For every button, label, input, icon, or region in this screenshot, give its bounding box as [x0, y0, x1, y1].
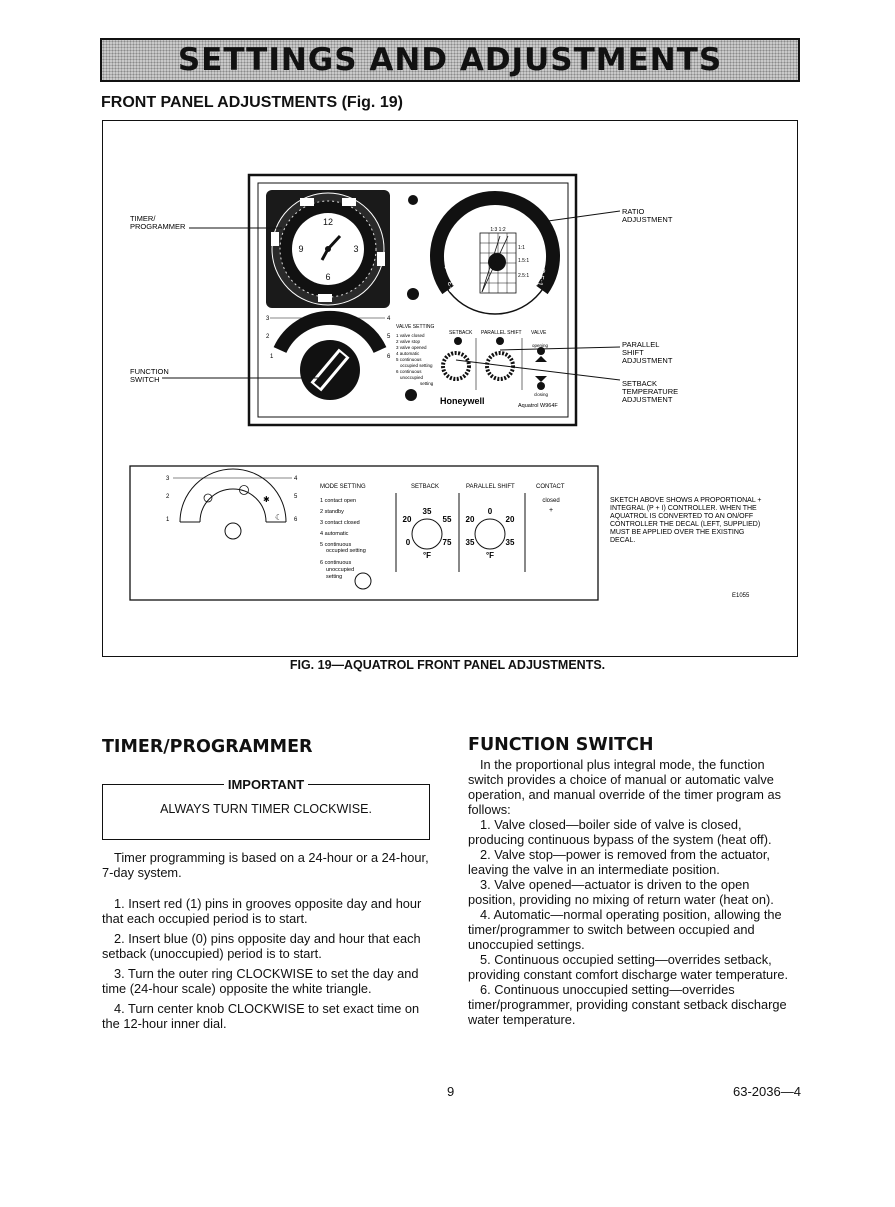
valve-setting-5b: occupied setting — [400, 363, 433, 368]
fs-pos-6: 6 — [387, 354, 391, 360]
function-item-6: 6. Continuous unoccupied setting—overrides timer/programmer, providing constant setback discharge water temperature. — [468, 982, 787, 1027]
decal-mode-6c: setting — [326, 574, 343, 580]
note-line-4: CONTROLLER THE DECAL (LEFT, SUPPLIED) — [610, 521, 761, 528]
decal-ps-20a: 20 — [465, 515, 475, 524]
decal-mode-5b: occupied setting — [326, 548, 366, 554]
valve-setting-6: 6 continuous — [396, 369, 422, 374]
figure-caption: FIG. 19—AQUATROL FRONT PANEL ADJUSTMENTS. — [289, 658, 606, 672]
decal-setback-title: SETBACK — [411, 484, 440, 490]
function-item-4: 4. Automatic—normal operating position, allowing the timer/programmer to switch between occupied and unoccupied settings. — [468, 907, 782, 952]
valve-setting-6c: setting — [420, 381, 434, 386]
decal-mode-6: 6 continuous — [320, 560, 352, 566]
note-line-5: MUST BE APPLIED OVER THE EXISTING — [610, 529, 745, 536]
decal-pos-6: 6 — [294, 517, 298, 523]
decal-pos-2: 2 — [166, 494, 170, 500]
timer-step-2: 2. Insert blue (0) pins opposite day and hour that each setback (unoccupied) period is to start. — [102, 931, 421, 961]
valve-setting-3: 3 valve opened — [396, 345, 427, 350]
decal-contact-closed: closed — [542, 498, 560, 504]
callout-ratio-2: ADJUSTMENT — [622, 215, 673, 224]
ratio-grid-4: 2.5:1 — [518, 273, 530, 279]
decal-ps-35a: 35 — [465, 538, 475, 547]
page-number: 9 — [447, 1084, 455, 1099]
important-text: ALWAYS TURN TIMER CLOCKWISE. — [160, 802, 372, 816]
callout-function-1: FUNCTION — [130, 367, 169, 376]
svg-text:✱: ✱ — [263, 495, 270, 504]
valve-setting-4: 4 automatic — [396, 351, 420, 356]
ratio-label-2: 1:2 — [443, 258, 453, 271]
decal-mode-title: MODE SETTING — [320, 484, 366, 490]
clock-12: 12 — [322, 217, 334, 227]
decal-pos-3: 3 — [166, 476, 170, 482]
svg-text:☾: ☾ — [275, 513, 283, 522]
note-line-1: SKETCH ABOVE SHOWS A PROPORTIONAL + — [610, 497, 762, 504]
ratio-label-top: 1.5:1 — [485, 210, 507, 220]
decal-ps-unit: °F — [485, 551, 495, 560]
valve-setting-1: 1 valve closed — [396, 333, 425, 338]
callout-setback-2: TEMPERATURE — [622, 387, 679, 396]
setback-dial — [443, 353, 469, 379]
callout-timer-1: TIMER/ — [130, 214, 156, 223]
note-line-3: AQUATROL IS CONVERTED TO AN ON/OFF — [610, 513, 754, 520]
timer-step-4: 4. Turn center knob CLOCKWISE to set exact time on the 12-hour inner dial. — [102, 1001, 420, 1031]
panel-col-shift: PARALLEL SHIFT — [481, 330, 522, 336]
document-number: 63-2036—4 — [733, 1084, 801, 1099]
callout-setback-1: SETBACK — [622, 379, 658, 388]
timer-step-1: 1. Insert red (1) pins in grooves opposite day and hour that each occupied period is to start. — [102, 896, 422, 926]
decal-sb-unit: °F — [422, 551, 432, 560]
function-item-5: 5. Continuous occupied setting—overrides setback, providing constant comfort discharge water temperature. — [468, 952, 789, 982]
valve-setting-title: VALVE SETTING — [396, 324, 435, 330]
decal-sb-0: 0 — [405, 538, 411, 547]
callout-timer-2: PROGRAMMER — [130, 222, 186, 231]
ratio-grid-1: 1:3 1:2 — [490, 227, 506, 233]
valve-setting-2: 2 valve stop — [396, 339, 421, 344]
panel-col-valve: VALVE — [531, 330, 547, 336]
timer-body — [102, 850, 432, 1031]
ratio-label-1: 1:1 — [450, 231, 463, 245]
panel-brand: Honeywell — [440, 396, 485, 406]
valve-setting-6b: unoccupied — [400, 375, 424, 380]
note-line-6: DECAL. — [610, 537, 636, 544]
decal-mode-1: 1 contact open — [320, 498, 357, 504]
decal-contact-plus: + — [548, 507, 554, 514]
panel-col-setback: SETBACK — [449, 330, 473, 336]
fs-pos-1: 1 — [270, 354, 274, 360]
decal-pos-5: 5 — [294, 494, 298, 500]
function-switch-body — [468, 757, 798, 1027]
valve-closing: closing — [534, 392, 549, 397]
callout-parallel-2: SHIFT — [622, 348, 644, 357]
decal-sb-35: 35 — [422, 507, 432, 516]
fs-pos-4: 4 — [387, 316, 391, 322]
decal-pos-1: 1 — [166, 517, 170, 523]
decal-shift-title: PARALLEL SHIFT — [466, 484, 515, 490]
clock-6: 6 — [325, 272, 331, 282]
decal-contact-title: CONTACT — [536, 484, 565, 490]
decal-mode-2: 2 standby — [320, 509, 344, 515]
decal-sb-75: 75 — [442, 538, 452, 547]
fs-pos-3: 3 — [266, 316, 270, 322]
clock-9: 9 — [298, 244, 304, 254]
banner-title: SETTINGS AND ADJUSTMENTS — [177, 42, 723, 78]
fs-pos-2: 2 — [266, 334, 270, 340]
callout-parallel-3: ADJUSTMENT — [622, 356, 673, 365]
callout-function-2: SWITCH — [130, 375, 160, 384]
decal-mode-6b: unoccupied — [326, 567, 355, 573]
decal-pos-4: 4 — [294, 476, 298, 482]
function-item-3: 3. Valve opened—actuator is driven to the open position, providing no mixing of return water (heat on). — [468, 877, 774, 907]
ratio-label-4: 2.5:1 — [534, 267, 547, 287]
decal-ps-20b: 20 — [505, 515, 515, 524]
note-line-2: INTEGRAL (P + I) CONTROLLER. WHEN THE — [610, 505, 757, 512]
important-title-wrap — [102, 776, 430, 794]
decal-mode-5: 5 continuous — [320, 542, 352, 548]
decal-ps-0: 0 — [487, 507, 493, 516]
figure-code: E1055 — [732, 593, 750, 599]
timer-heading: TIMER/PROGRAMMER — [102, 737, 313, 757]
decal-sb-55: 55 — [442, 515, 452, 524]
ratio-label-3: 1:3 — [446, 280, 457, 294]
callout-setback-3: ADJUSTMENT — [622, 395, 673, 404]
clock-3: 3 — [353, 244, 359, 254]
ratio-grid-2: 1:1 — [518, 245, 525, 251]
decal-ps-35b: 35 — [505, 538, 515, 547]
callout-parallel-1: PARALLEL — [622, 340, 660, 349]
important-title: IMPORTANT — [224, 777, 308, 792]
fs-pos-5: 5 — [387, 334, 391, 340]
function-item-1: 1. Valve closed—boiler side of valve is closed, producing continuous bypass of the system (heat off). — [468, 817, 772, 847]
timer-step-3: 3. Turn the outer ring CLOCKWISE to set the day and time (24-hour scale) opposite the white triangle. — [102, 966, 419, 996]
ratio-grid-3: 1.5:1 — [518, 258, 530, 264]
decal-mode-4: 4 automatic — [320, 531, 349, 537]
valve-opening: opening — [532, 343, 549, 348]
section-heading: FRONT PANEL ADJUSTMENTS (Fig. 19) — [101, 94, 403, 111]
decal-mode-3: 3 contact closed — [320, 520, 360, 526]
valve-setting-5: 5 continuous — [396, 357, 422, 362]
function-item-2: 2. Valve stop—power is removed from the actuator, leaving the valve in an intermediate position. — [468, 847, 770, 877]
callout-ratio-1: RATIO — [622, 207, 645, 216]
decal-sb-20: 20 — [402, 515, 412, 524]
function-switch-intro: In the proportional plus integral mode, the function switch provides a choice of manual or automatic valve operation, and manual override of the timer program as follows: — [468, 757, 781, 817]
function-switch-heading: FUNCTION SWITCH — [468, 735, 654, 755]
panel-model: Aquatrol W964F — [518, 403, 558, 409]
timer-intro: Timer programming is based on a 24-hour or a 24-hour, 7-day system. — [102, 850, 429, 880]
